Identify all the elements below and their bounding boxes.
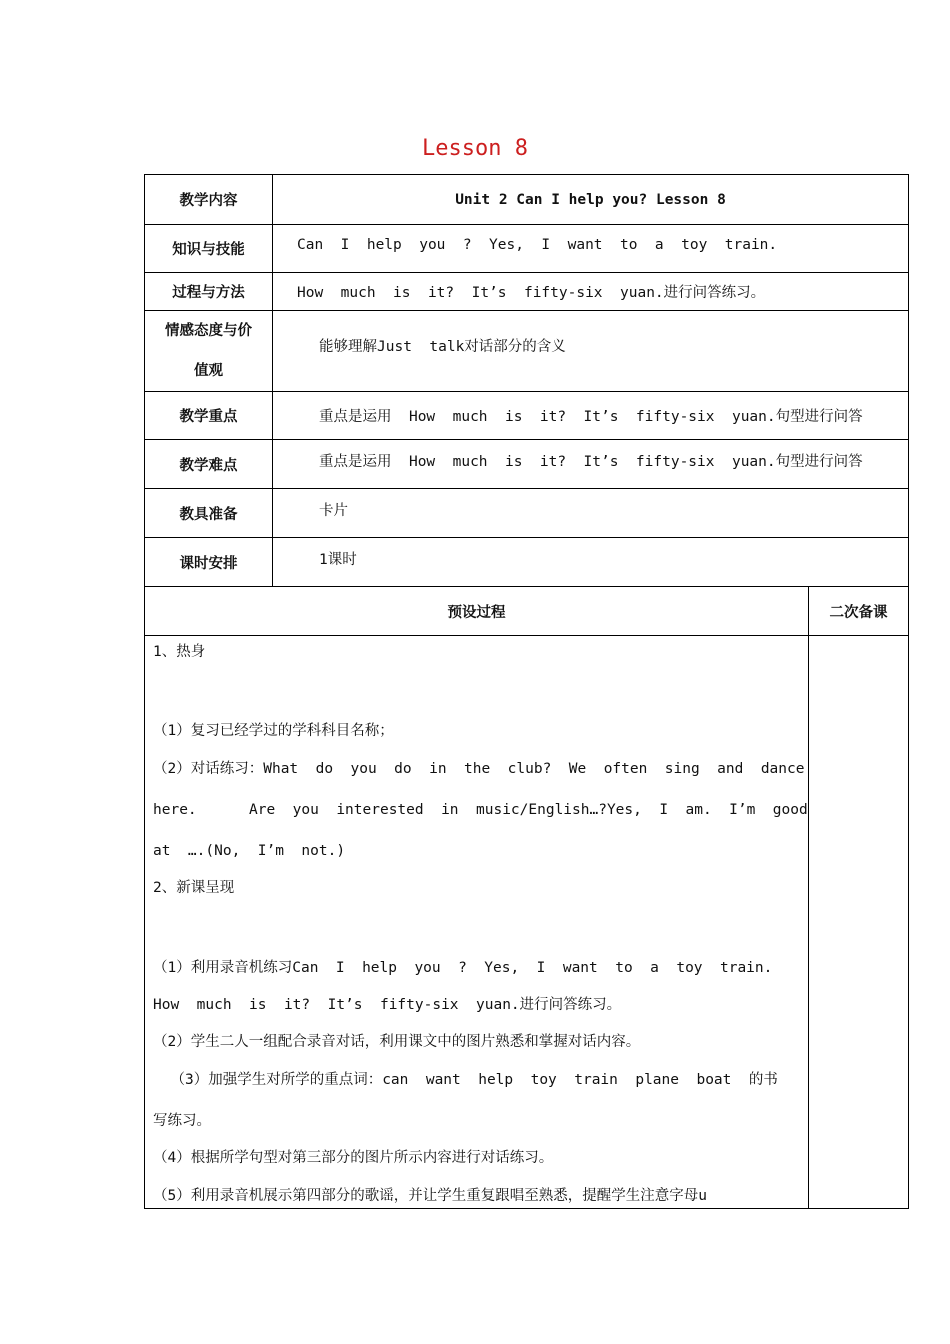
page-title: Lesson 8 bbox=[422, 136, 528, 161]
lesson-plan-table bbox=[144, 174, 909, 1209]
table-row bbox=[145, 311, 909, 392]
process-line: （2）学生二人一组配合录音对话，利用课文中的图片熟悉和掌握对话内容。 bbox=[153, 1034, 641, 1050]
table-row bbox=[145, 225, 909, 273]
table-row bbox=[145, 392, 909, 440]
process-header: 预设过程 bbox=[145, 587, 809, 636]
process-line: at ….(No, I’m not.) bbox=[153, 843, 346, 859]
row-value: 能够理解Just talk对话部分的含义 bbox=[273, 311, 909, 392]
row-value: Unit 2 Can I help you? Lesson 8 bbox=[273, 175, 909, 225]
process-line: 写练习。 bbox=[153, 1113, 211, 1129]
table-row bbox=[145, 636, 909, 1209]
process-content bbox=[145, 636, 809, 1209]
table-row bbox=[145, 538, 909, 587]
table-row bbox=[145, 440, 909, 489]
table-row bbox=[145, 175, 909, 225]
row-label: 教学内容 bbox=[145, 175, 273, 225]
row-value: 1课时 bbox=[273, 538, 909, 587]
process-line: （2）对话练习：What do you do in the club? We often sing and dance bbox=[153, 761, 805, 777]
row-value: How much is it? It’s fifty-six yuan.进行问答练习。 bbox=[273, 273, 909, 311]
process-line: （5）利用录音机展示第四部分的歌谣，并让学生重复跟唱至熟悉，提醒学生注意字母u bbox=[153, 1188, 707, 1204]
row-label: 教具准备 bbox=[145, 489, 273, 538]
row-label: 知识与技能 bbox=[145, 225, 273, 273]
process-line: 1、热身 bbox=[153, 644, 206, 660]
notes-header: 二次备课 bbox=[809, 587, 909, 636]
process-line: 2、新课呈现 bbox=[153, 880, 235, 896]
row-label: 教学难点 bbox=[145, 440, 273, 489]
row-value: 卡片 bbox=[273, 489, 909, 538]
row-label: 课时安排 bbox=[145, 538, 273, 587]
process-line: here. Are you interested in music/English…?Yes, I am. I’m good bbox=[153, 802, 808, 818]
table-row bbox=[145, 273, 909, 311]
row-label bbox=[145, 311, 273, 392]
row-label-line: 值观 bbox=[194, 363, 223, 379]
notes-content bbox=[809, 636, 909, 1209]
table-row bbox=[145, 587, 909, 636]
process-line: （1）复习已经学过的学科科目名称； bbox=[153, 723, 394, 739]
process-line: （4）根据所学句型对第三部分的图片所示内容进行对话练习。 bbox=[153, 1150, 554, 1166]
row-value: Can I help you ? Yes, I want to a toy train. bbox=[273, 225, 909, 273]
process-line: （1）利用录音机练习Can I help you ? Yes, I want to a toy train. bbox=[153, 960, 773, 976]
row-label-line: 情感态度与价 bbox=[165, 323, 252, 339]
row-label: 过程与方法 bbox=[145, 273, 273, 311]
process-line: How much is it? It’s fifty-six yuan.进行问答练习。 bbox=[153, 997, 622, 1013]
process-line: （3）加强学生对所学的重点词：can want help toy train plane boat 的书 bbox=[153, 1072, 778, 1088]
row-label: 教学重点 bbox=[145, 392, 273, 440]
table-row bbox=[145, 489, 909, 538]
row-value: 重点是运用 How much is it? It’s fifty-six yuan.句型进行问答 bbox=[273, 440, 909, 489]
row-value: 重点是运用 How much is it? It’s fifty-six yuan.句型进行问答 bbox=[273, 392, 909, 440]
